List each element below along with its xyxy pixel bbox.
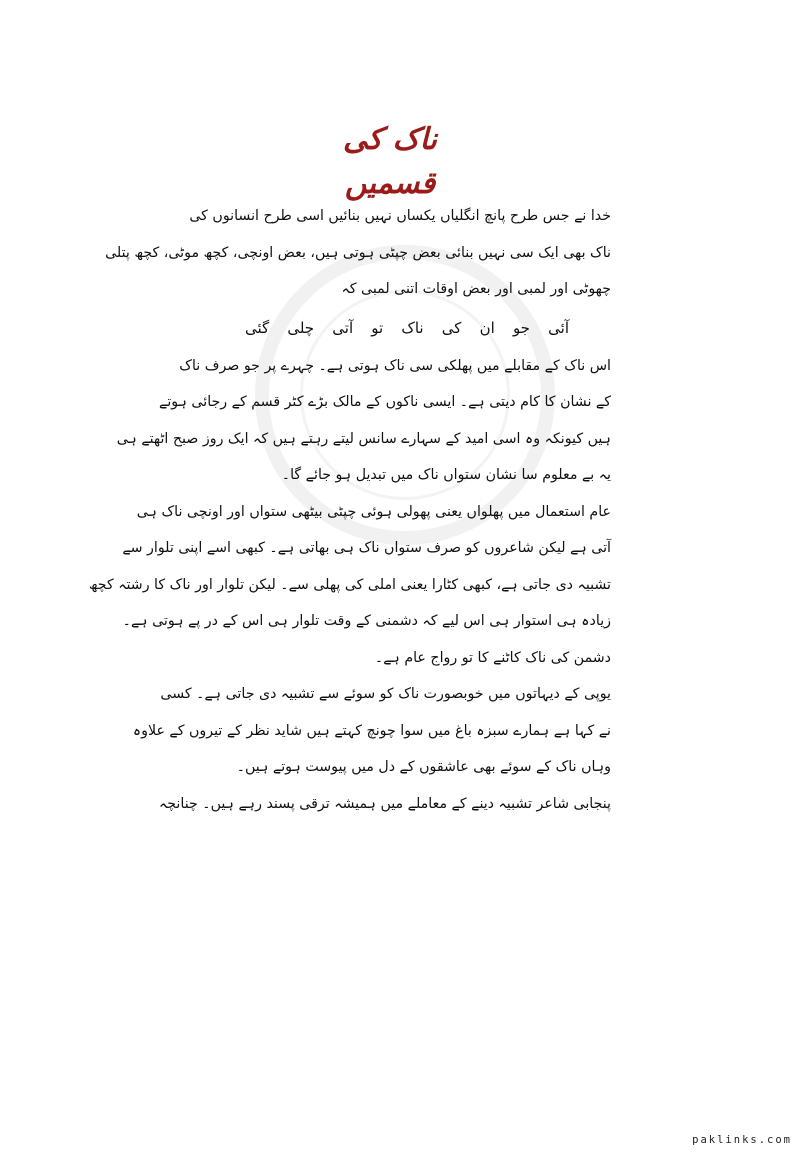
verse-word: جو <box>512 318 530 337</box>
text-line: دشمن کی ناک کاٹنے کا تو رواج عام ہے۔ <box>374 649 611 666</box>
text-line: ہیں کیونکہ وہ اسی امید کے سہارے سانس لیتے رہتے ہیں کہ ایک روز صبح اٹھتے ہی <box>116 430 611 447</box>
paragraph-2 <box>116 348 611 494</box>
verse-word: کی <box>441 318 462 337</box>
page-title: ناک کی قسمیں <box>342 122 438 201</box>
text-line: پنجابی شاعر تشبیہ دینے کے معاملے میں ہمیشہ ترقی پسند رہے ہیں۔ چنانچہ <box>158 795 611 812</box>
paragraph-1 <box>105 198 611 308</box>
verse-line <box>207 308 611 348</box>
article-body <box>88 198 611 822</box>
text-line: نے کہا ہے ہمارے سبزہ باغ میں سوا چونچ کہتے ہیں شاید نظر کے تیروں کے علاوہ <box>132 722 611 739</box>
text-line: ناک بھی ایک سی نہیں بنائی بعض چپٹی ہوتی ہیں، بعض اونچی، کچھ موٹی، کچھ پتلی <box>105 244 611 261</box>
verse-word: چلی <box>287 318 315 337</box>
text-line: اس ناک کے مقابلے میں پھلکی سی ناک ہوتی ہے۔ چہرے پر جو صرف ناک <box>179 357 611 374</box>
verse-word: آتی <box>332 318 354 337</box>
paragraph-5 <box>158 786 611 823</box>
verse-word: گئی <box>245 318 270 337</box>
paragraph-4 <box>132 676 611 786</box>
text-line: تشبیہ دی جاتی ہے، کبھی کٹارا یعنی املی کی پھلی سے۔ لیکن تلوار اور ناک کا رشتہ کچھ <box>88 576 611 593</box>
footer-site-link[interactable]: paklinks.com <box>692 1134 792 1146</box>
verse-word: ان <box>479 318 495 337</box>
text-line: خدا نے جس طرح پانچ انگلیاں یکساں نہیں بنائیں اسی طرح انسانوں کی <box>189 208 611 224</box>
text-line: یہ بے معلوم سا نشان ستواں ناک میں تبدیل ہو جائے گا۔ <box>281 467 611 483</box>
paragraph-3 <box>88 494 611 677</box>
verse-word: آئی <box>548 318 569 337</box>
verse-word: ناک <box>401 318 424 337</box>
text-line: چھوٹی اور لمبی اور بعض اوقات اتنی لمبی کہ <box>341 281 611 297</box>
text-line: آتی ہے لیکن شاعروں کو صرف ستواں ناک ہی بھاتی ہے۔ کبھی اسے اپنی تلوار سے <box>122 540 611 556</box>
text-line: وہاں ناک کے سوئے بھی عاشقوں کے دل میں پیوست ہوتے ہیں۔ <box>236 759 611 775</box>
verse-word: تو <box>371 318 384 337</box>
text-line: عام استعمال میں پھلواں یعنی پھولی ہوئی چپٹی بیٹھی ستواں اور اونچی ناک ہی <box>136 503 611 520</box>
text-line: زیادہ ہی استوار ہی اس لیے کہ دشمنی کے وقت تلوار ہی اس کے در پے ہوتی ہے۔ <box>122 613 611 629</box>
text-line: کے نشان کا کام دیتی ہے۔ ایسی ناکوں کے مالک بڑے کٹر قسم کے رجائی ہوتے <box>159 394 611 410</box>
text-line: یوپی کے دیہاتوں میں خوبصورت ناک کو سوئے سے تشبیہ دی جاتی ہے۔ کسی <box>160 686 611 702</box>
